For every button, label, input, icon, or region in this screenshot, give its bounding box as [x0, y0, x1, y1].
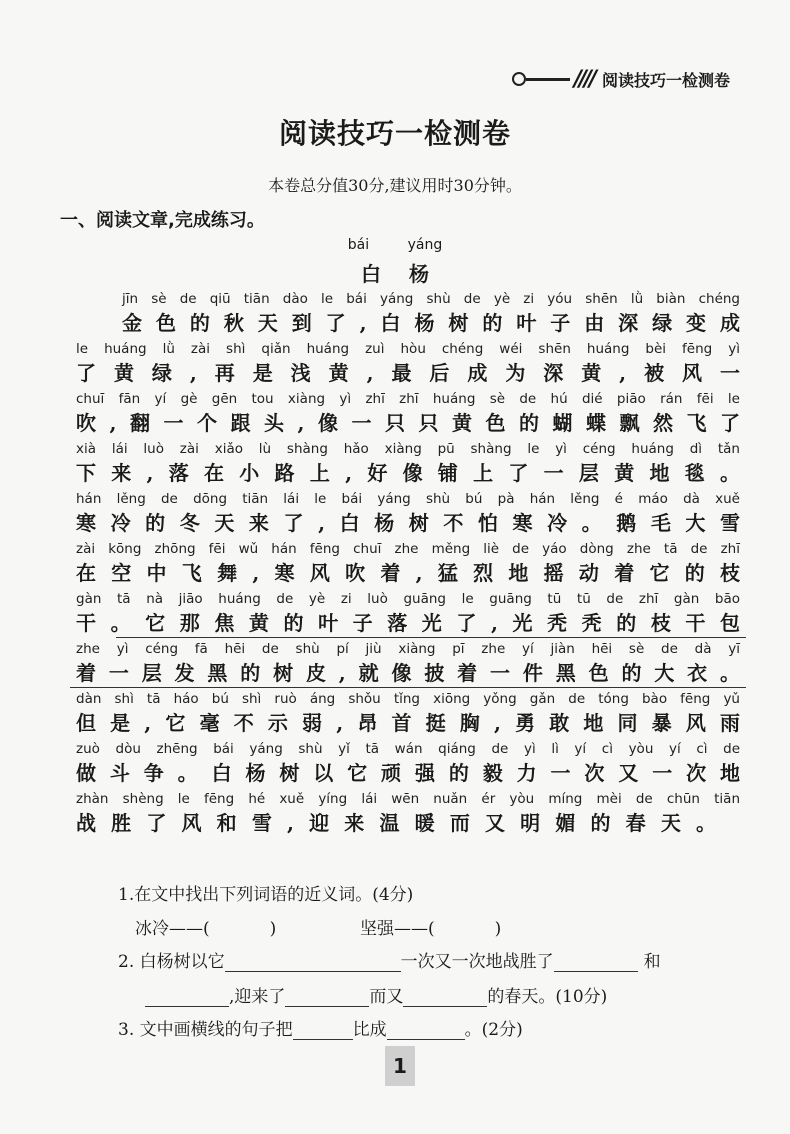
item-b-close: )	[494, 919, 502, 939]
question-2-line-2	[145, 982, 607, 1007]
text-line	[76, 608, 740, 640]
answer-blank[interactable]	[285, 988, 369, 1007]
question-1-item-b	[360, 914, 501, 939]
question-2-line-1	[118, 947, 661, 972]
underline-mark	[70, 687, 746, 688]
text-line-content: 着一层发黑的树皮,就像披着一件黑色的大衣。	[76, 661, 740, 685]
text-line: 战胜了风和雪,迎来温暖而又明媚的春天。	[76, 811, 716, 835]
q3-text: 3. 文中画横线的句子把	[118, 1020, 293, 1040]
running-header	[512, 64, 730, 94]
answer-space[interactable]	[435, 921, 495, 939]
ring-icon	[512, 72, 526, 86]
pinyin-line: zuò dòu zhēng bái yáng shù yǐ tā wán qiáng de yì lì yí cì yòu yí cì de	[76, 741, 740, 757]
item-a-close: )	[269, 919, 277, 939]
header-title: 阅读技巧一检测卷	[601, 70, 730, 90]
text-line: 在空中飞舞,寒风吹着,猛烈地摇动着它的枝	[76, 561, 740, 585]
answer-space[interactable]	[210, 921, 270, 939]
subtitle: 本卷总分值30分,建议用时30分钟。	[268, 176, 522, 195]
text-line-content: 干。它那焦黄的叶子落光了,光秃秃的枝干包	[76, 611, 740, 635]
pinyin-line: xià lái luò zài xiǎo lù shàng hǎo xiàng pū shàng le yì céng huáng dì tǎn	[76, 441, 740, 457]
text-line: 吹,翻一个跟头,像一只只黄色的蝴蝶飘然飞了	[76, 411, 740, 435]
text-line: 做斗争。白杨树以它顽强的毅力一次又一次地	[76, 761, 740, 785]
text-line: 下来,落在小路上,好像铺上了一层黄地毯。	[76, 461, 740, 485]
answer-blank[interactable]	[145, 988, 229, 1007]
q2-text: 2. 白杨树以它	[118, 952, 225, 972]
article-body	[76, 290, 740, 840]
q2-text: ,迎来了	[229, 987, 286, 1007]
answer-blank[interactable]	[293, 1021, 353, 1040]
pinyin-line: zhe yì céng fā hēi de shù pí jiù xiàng pī zhe yí jiàn hēi sè de dà yī	[76, 641, 740, 657]
pinyin-line: jīn sè de qiū tiān dào le bái yáng shù de yè zi yóu shēn lǜ biàn chéng	[122, 291, 740, 307]
pinyin-line: hán lěng de dōng tiān lái le bái yáng shù bú pà hán lěng é máo dà xuě	[76, 491, 740, 507]
q2-text: 的春天。(10分)	[487, 987, 608, 1007]
q2-text: 和	[643, 952, 661, 972]
slash-marks-icon: ////	[573, 66, 594, 92]
question-1: 1.在文中找出下列词语的近义词。(4分)	[118, 885, 414, 905]
article-title: 白杨	[361, 262, 457, 286]
text-line: 但是,它毫不示弱,昂首挺胸,勇敢地同暴风雨	[76, 711, 740, 735]
pinyin-line: zài kōng zhōng fēi wǔ hán fēng chuī zhe měng liè de yáo dòng zhe tā de zhī	[76, 541, 740, 557]
item-b-label: 坚强——(	[360, 919, 435, 939]
header-rule	[526, 78, 570, 81]
text-line: 了黄绿,再是浅黄,最后成为深黄,被风一	[76, 361, 740, 385]
article-title-pinyin: bái yáng	[347, 237, 443, 253]
question-3	[118, 1015, 523, 1040]
answer-blank[interactable]	[403, 988, 487, 1007]
answer-blank[interactable]	[387, 1021, 465, 1040]
item-a-label: 冰冷——(	[135, 919, 210, 939]
text-line: 寒冷的冬天来了,白杨树不怕寒冷。鹅毛大雪	[76, 511, 740, 535]
answer-blank[interactable]	[225, 953, 401, 972]
pinyin-line: dàn shì tā háo bú shì ruò áng shǒu tǐng xiōng yǒng gǎn de tóng bào fēng yǔ	[76, 691, 740, 707]
page-number: 1	[385, 1046, 415, 1086]
text-line-underlined	[76, 658, 740, 690]
pinyin-line: zhàn shèng le fēng hé xuě yíng lái wēn nuǎn ér yòu míng mèi de chūn tiān	[76, 791, 740, 807]
page-title: 阅读技巧一检测卷	[278, 117, 511, 150]
q3-text: 。(2分)	[464, 1020, 523, 1040]
pinyin-line: gàn tā nà jiāo huáng de yè zi luò guāng le guāng tū tū de zhī gàn bāo	[76, 591, 740, 607]
q2-text: 而又	[369, 987, 404, 1007]
section-heading: 一、阅读文章,完成练习。	[60, 210, 265, 231]
pinyin-line: chuī fān yí gè gēn tou xiàng yì zhī zhī huáng sè de hú dié piāo rán fēi le	[76, 391, 740, 407]
underline-mark	[116, 637, 746, 638]
q2-text: 一次又一次地战胜了	[400, 952, 554, 972]
question-1-item-a	[135, 914, 276, 939]
text-line: 金色的秋天到了,白杨树的叶子由深绿变成	[122, 311, 740, 335]
q3-text: 比成	[352, 1020, 387, 1040]
answer-blank[interactable]	[554, 953, 638, 972]
pinyin-line: le huáng lǜ zài shì qiǎn huáng zuì hòu chéng wéi shēn huáng bèi fēng yì	[76, 341, 740, 357]
